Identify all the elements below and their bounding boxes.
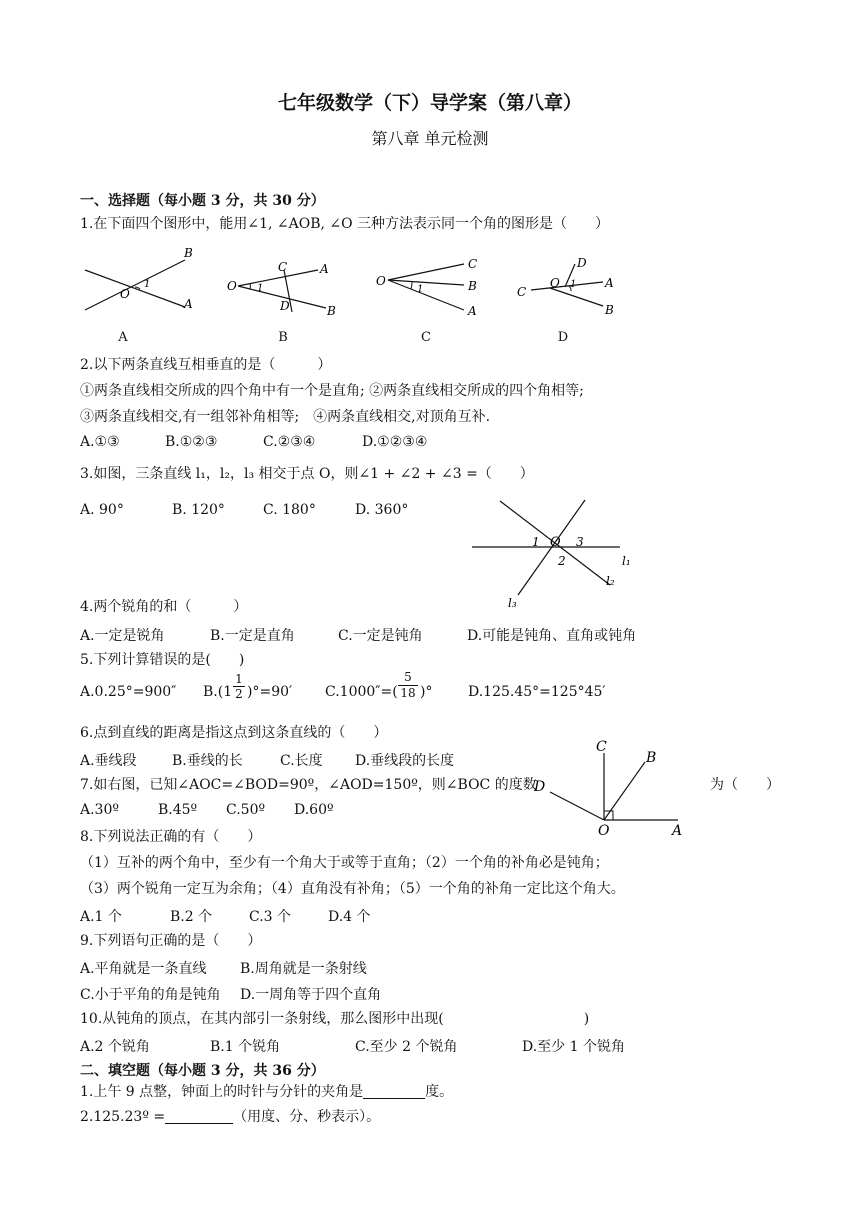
question-7-stem: 7.如右图，已知∠AOC=∠BOD=90º，∠AOD=150º，则∠BOC 的度数	[80, 777, 537, 793]
question-4-option-a: A.一定是锐角	[80, 628, 165, 644]
figure-c	[376, 257, 477, 318]
question-9-stem: 9.下列语句正确的是（ ）	[80, 933, 262, 949]
question-2-option-c: C.②③④	[263, 434, 316, 450]
fig-a-label-o: O	[120, 287, 130, 301]
q7-fig-label-o: O	[598, 823, 610, 838]
question-8-stem: 8.下列说法正确的有（ ）	[80, 829, 262, 845]
q7-fig-label-b: B	[646, 750, 657, 766]
question-7-figure	[530, 738, 700, 838]
question-5-frac-b	[233, 672, 245, 701]
question-5-frac-c-numerator: 5	[404, 670, 412, 684]
page-title: 七年级数学（下）导学案（第八章）	[277, 92, 582, 114]
question-7-option-c: C.50º	[226, 802, 266, 818]
fill-question-1-unit: 度。	[425, 1084, 454, 1100]
fig-a-label-1: 1	[144, 279, 151, 290]
fig-b-label-o: O	[227, 279, 237, 293]
q7-fig-label-a: A	[672, 823, 683, 838]
question-9-option-a: A.平角就是一条直线	[80, 961, 207, 977]
question-6-option-a: A.垂线段	[80, 753, 137, 769]
fig-c-label-a: A	[468, 304, 477, 318]
question-4-stem: 4.两个锐角的和（ ）	[80, 599, 248, 615]
question-4-option-b: B.一定是直角	[210, 628, 295, 644]
question-7-stem-tail: 为（ ）	[710, 777, 780, 793]
figure-b-caption: B	[278, 330, 288, 345]
page-subtitle: 第八章 单元检测	[371, 129, 489, 148]
q7-fig-label-c: C	[596, 739, 607, 755]
q3-fig-point-o: O	[550, 535, 561, 550]
question-3-option-a: A. 90°	[80, 502, 124, 518]
fig-d-label-c: C	[517, 285, 527, 299]
fill-question-2-blank[interactable]	[165, 1109, 233, 1124]
section-heading-choice: 一、选择题（每小题 3 分，共 30 分）	[80, 193, 325, 209]
question-2-stem: 2.以下两条直线互相垂直的是（ ）	[80, 357, 332, 373]
question-7-option-a: A.30º	[80, 802, 119, 818]
fig-d-label-a: A	[605, 276, 614, 290]
question-6-option-d: D.垂线段的长度	[355, 753, 455, 769]
question-3-option-c: C. 180°	[263, 502, 316, 518]
question-7-option-d: D.60º	[294, 802, 334, 818]
section-heading-fill: 二、填空题（每小题 3 分，共 36 分）	[80, 1063, 325, 1079]
q3-fig-line-l2: l₂	[606, 574, 615, 588]
question-5-frac-b-numerator: 1	[235, 672, 243, 686]
fig-c-label-c: C	[468, 257, 478, 271]
fig-b-label-b: B	[327, 304, 336, 318]
fig-d-label-b: B	[605, 303, 614, 317]
fig-d-label-d: D	[577, 256, 587, 270]
question-5-option-a: A.0.25°=900″	[80, 684, 177, 700]
fill-question-1	[80, 1083, 453, 1101]
question-5-option-c-prefix: C.1000″=(	[325, 684, 398, 700]
q3-fig-angle-3: 3	[576, 535, 584, 549]
question-3-option-d: D. 360°	[355, 502, 409, 518]
question-8-option-a: A.1 个	[80, 909, 122, 925]
question-10-option-a: A.2 个锐角	[80, 1039, 150, 1055]
question-1-stem: 1.在下面四个图形中，能用∠1, ∠AOB, ∠O 三种方法表示同一个角的图形是（ ）	[80, 216, 610, 232]
question-10-stem: 10.从钝角的顶点，在其内部引一条射线，那么图形中出现( )	[80, 1011, 590, 1027]
figure-a	[85, 246, 193, 311]
question-9-option-c: C.小于平角的角是钝角	[80, 987, 221, 1003]
question-1-figures	[80, 242, 640, 322]
question-5-option-c-suffix: )°	[420, 684, 433, 700]
question-6-option-c: C.长度	[280, 753, 323, 769]
question-8-statement-2: （3）两个锐角一定互为余角；（4）直角没有补角；（5）一个角的补角一定比这个角大。	[80, 881, 625, 897]
fig-d-label-1: 1	[570, 279, 577, 290]
question-6-stem: 6.点到直线的距离是指这点到这条直线的（ ）	[80, 725, 388, 741]
question-3-stem: 3.如图，三条直线 l₁，l₂，l₃ 相交于点 O，则∠1 + ∠2 + ∠3 =（ ）	[80, 466, 534, 482]
question-5-option-b-prefix: B.(1	[203, 684, 233, 700]
question-3-figure	[470, 495, 650, 613]
fig-d-label-o: O	[550, 276, 560, 290]
figure-a-caption: A	[118, 330, 128, 345]
question-3-option-b: B. 120°	[172, 502, 225, 518]
figure-d-caption: D	[557, 330, 569, 345]
question-8-statement-1: （1）互补的两个角中，至少有一个角大于或等于直角；（2）一个角的补角必是钝角；	[80, 855, 609, 871]
question-4-option-c: C.一定是钝角	[338, 628, 423, 644]
fig-c-label-o: O	[376, 274, 386, 288]
question-5-option-b-suffix: )°=90′	[247, 684, 293, 700]
question-8-option-c: C.3 个	[249, 909, 292, 925]
fig-b-label-1: 1	[257, 283, 264, 294]
fill-question-1-blank[interactable]	[363, 1084, 425, 1099]
question-10-option-b: B.1 个锐角	[210, 1039, 281, 1055]
fill-question-2-text: 2.125.23º =	[80, 1109, 166, 1125]
question-2-statement-2: ③两条直线相交,有一组邻补角相等; ④两条直线相交,对顶角互补.	[80, 409, 491, 425]
fill-question-1-text: 1.上午 9 点整，钟面上的时针与分针的夹角是	[80, 1084, 364, 1100]
fig-c-label-1: 1	[417, 284, 424, 295]
question-10-option-c: C.至少 2 个锐角	[355, 1039, 458, 1055]
question-7-option-b: B.45º	[158, 802, 198, 818]
question-5-frac-c-denominator: 18	[398, 685, 418, 701]
question-5-stem: 5.下列计算错误的是( )	[80, 652, 245, 668]
fig-a-label-a: A	[184, 297, 193, 311]
figure-b	[227, 260, 336, 318]
fill-question-2-note: （用度、分、秒表示）。	[233, 1109, 381, 1125]
fig-b-label-c: C	[278, 260, 288, 274]
question-6-option-b: B.垂线的长	[172, 753, 243, 769]
question-10-option-d: D.至少 1 个锐角	[522, 1039, 625, 1055]
question-4-option-d: D.可能是钝角、直角或钝角	[467, 628, 637, 644]
figure-c-caption: C	[421, 330, 431, 345]
question-9-option-d: D.一周角等于四个直角	[240, 987, 382, 1003]
question-8-option-d: D.4 个	[328, 909, 371, 925]
figure-d	[517, 256, 614, 317]
q7-fig-label-d: D	[534, 779, 546, 795]
question-8-option-b: B.2 个	[170, 909, 213, 925]
q3-fig-line-l3: l₃	[508, 596, 517, 610]
fig-a-label-b: B	[184, 246, 193, 260]
question-2-option-a: A.①③	[80, 434, 120, 450]
question-2-option-b: B.①②③	[165, 434, 218, 450]
question-5-frac-b-denominator: 2	[233, 686, 245, 701]
q3-fig-angle-2: 2	[558, 554, 566, 568]
question-5-option-d: D.125.45°=125°45′	[468, 684, 606, 700]
fig-c-label-b: B	[468, 279, 477, 293]
question-2-statement-1: ①两条直线相交所成的四个角中有一个是直角; ②两条直线相交所成的四个角相等;	[80, 383, 584, 399]
q3-fig-line-l1: l₁	[622, 554, 631, 568]
question-9-option-b: B.周角就是一条射线	[240, 961, 367, 977]
q3-fig-angle-1: 1	[532, 535, 540, 549]
fig-b-label-d: D	[280, 299, 290, 313]
fig-b-label-a: A	[320, 262, 329, 276]
fill-question-2	[80, 1108, 380, 1126]
question-2-option-d: D.①②③④	[362, 434, 428, 450]
question-5-frac-c	[398, 670, 418, 701]
